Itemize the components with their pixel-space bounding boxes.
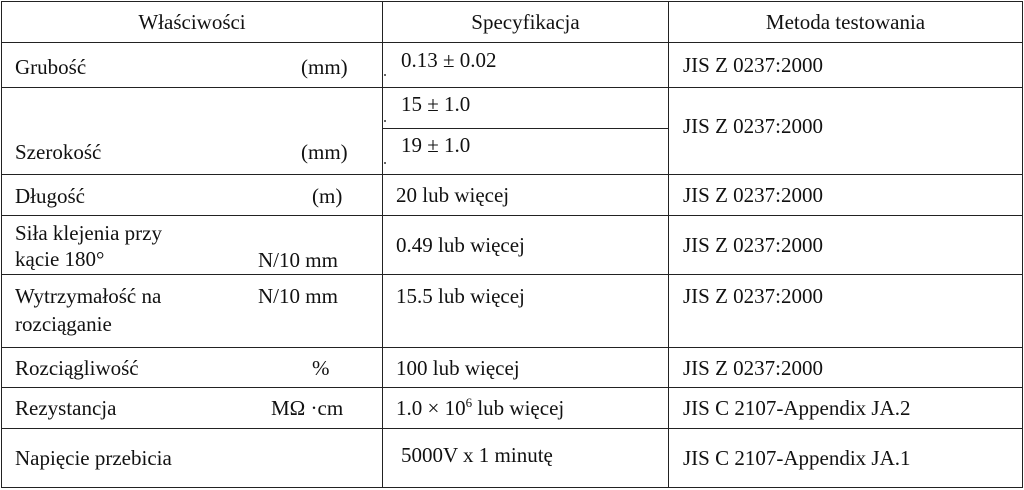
property-name-line2: rozciąganie <box>15 311 112 336</box>
stray-mark <box>384 120 386 122</box>
spec-cell: 100 lub więcej <box>383 348 669 388</box>
spec-cell-b <box>383 128 669 174</box>
header-specification: Specyfikacja <box>383 2 669 43</box>
table-row-thickness <box>2 43 1023 87</box>
method-cell: JIS Z 0237:2000 <box>669 348 1023 388</box>
spec-cell <box>383 43 669 87</box>
property-name-line1: Siła klejenia przy <box>15 221 162 246</box>
spec-cell: 20 lub więcej <box>383 175 669 216</box>
spec-value: 19 ± 1.0 <box>401 132 471 157</box>
table-row-width-a <box>2 87 1023 128</box>
stray-mark <box>384 162 386 164</box>
property-cell <box>2 388 383 428</box>
table-row-tensile <box>2 274 1023 347</box>
spec-value: 0.13 ± 0.02 <box>401 48 497 73</box>
table-row-breakdown <box>2 428 1023 487</box>
spec-cell: 15.5 lub więcej <box>383 274 669 347</box>
spec-value-prefix: 1.0 × 10 <box>396 395 466 420</box>
table-row-elongation <box>2 348 1023 388</box>
method-cell: JIS Z 0237:2000 <box>669 216 1023 274</box>
property-unit: N/10 mm <box>258 283 338 308</box>
property-name: Rezystancja <box>15 396 117 421</box>
property-name: Grubość <box>15 55 87 80</box>
property-cell <box>2 348 383 388</box>
stray-mark <box>384 74 386 76</box>
spec-cell-a <box>383 87 669 128</box>
table-row-resistance <box>2 388 1023 428</box>
property-cell <box>2 87 383 175</box>
property-name: Szerokość <box>15 139 102 164</box>
property-unit: % <box>312 356 330 381</box>
table-row-adhesion <box>2 216 1023 274</box>
property-name: Rozciągliwość <box>15 356 139 381</box>
method-cell: JIS Z 0237:2000 <box>669 87 1023 175</box>
spec-value: 15 ± 1.0 <box>401 91 471 116</box>
spec-value-suffix: lub więcej <box>472 395 565 420</box>
property-unit: (mm) <box>301 55 348 80</box>
specification-table <box>1 1 1023 488</box>
property-name: Długość <box>15 184 85 209</box>
property-cell <box>2 216 383 274</box>
spec-cell: 0.49 lub więcej <box>383 216 669 274</box>
method-cell: JIS Z 0237:2000 <box>669 274 1023 347</box>
header-properties: Właściwości <box>2 2 383 43</box>
method-cell: JIS C 2107-Appendix JA.1 <box>669 428 1023 487</box>
method-cell: JIS C 2107-Appendix JA.2 <box>669 388 1023 428</box>
table-header-row <box>2 2 1023 43</box>
property-unit: (mm) <box>301 139 348 164</box>
spec-cell <box>383 388 669 428</box>
property-cell <box>2 43 383 87</box>
property-unit: N/10 mm <box>258 248 338 273</box>
property-unit: MΩ ·cm <box>271 396 344 421</box>
property-cell <box>2 274 383 347</box>
property-name-line2: kącie 180° <box>15 247 105 272</box>
property-name-line1: Wytrzymałość na <box>15 283 162 308</box>
spec-cell: 5000V x 1 minutę <box>383 428 669 487</box>
method-cell: JIS Z 0237:2000 <box>669 175 1023 216</box>
table-row-length <box>2 175 1023 216</box>
property-name: Napięcie przebicia <box>15 445 172 470</box>
header-test-method: Metoda testowania <box>669 2 1023 43</box>
property-unit: (m) <box>312 184 343 209</box>
method-cell: JIS Z 0237:2000 <box>669 43 1023 87</box>
property-cell <box>2 428 383 487</box>
spec-exponent: 6 <box>465 394 473 410</box>
property-cell <box>2 175 383 216</box>
